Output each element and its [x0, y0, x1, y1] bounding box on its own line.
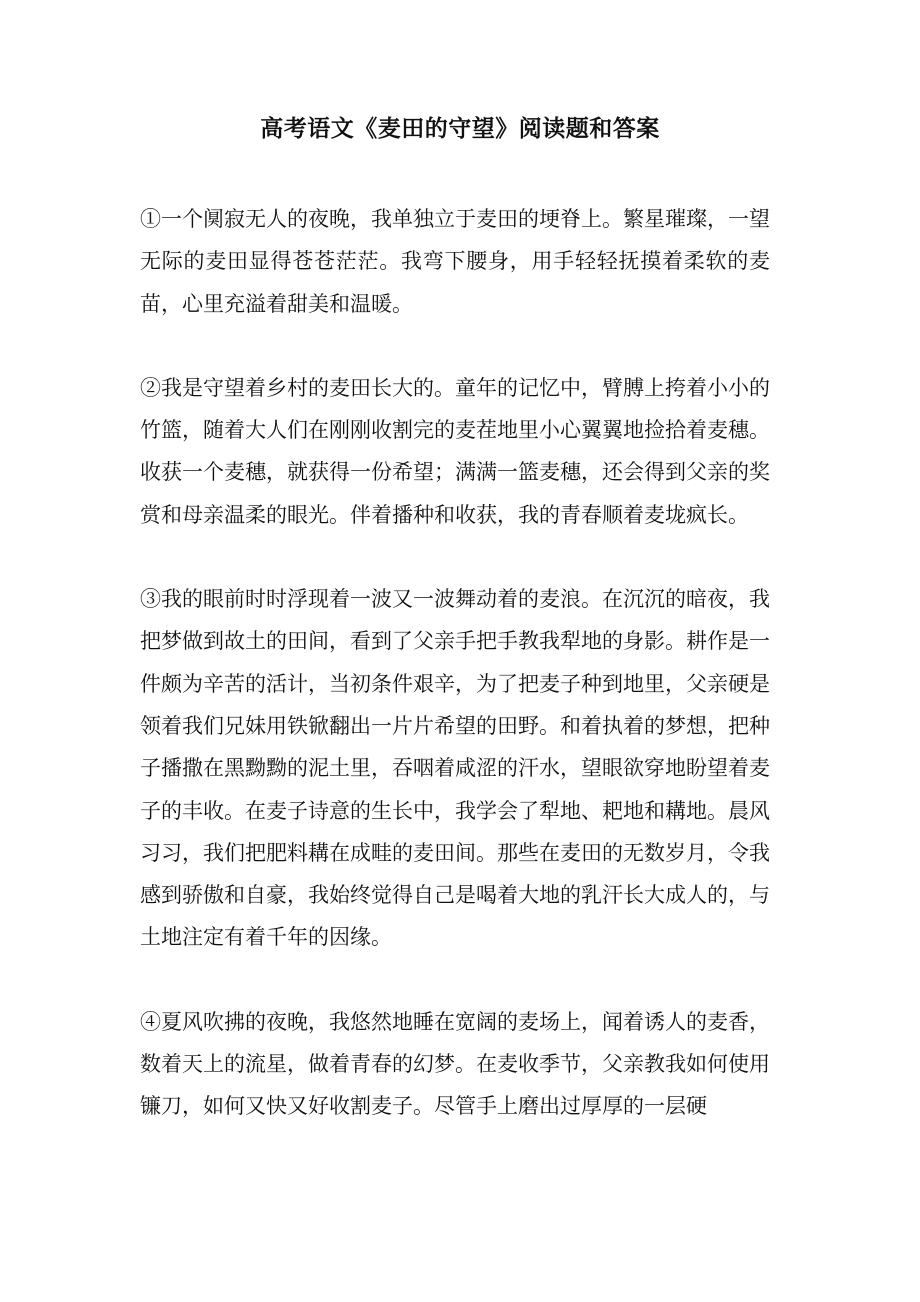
paragraph-3: ③我的眼前时时浮现着一波又一波舞动着的麦浪。在沉沉的暗夜，我把梦做到故土的田间，看到了父亲手把手教我犁地的身影。耕作是一件颇为辛苦的活计，当初条件艰辛，为了把麦子种到地里，父亲硬是领着我们兄妹用铁锨翻出一片片希望的田野。和着执着的梦想，把种子播撒在黑黝黝的泥土里，吞咽着咸涩的汗水，望眼欲穿地盼望着麦子的丰收。在麦子诗意的生长中，我学会了犁地、耙地和耩地。晨风习习，我们把肥料耩在成畦的麦田间。那些在麦田的无数岁月，令我感到骄傲和自豪，我始终觉得自己是喝着大地的乳汗长大成人的，与土地注定有着千年的因缘。	[140, 587, 770, 950]
document-body	[140, 198, 770, 1170]
paragraph-2: ②我是守望着乡村的麦田长大的。童年的记忆中，臂膊上挎着小小的竹篮，随着大人们在刚刚收割完的麦茬地里小心翼翼地捡拾着麦穗。收获一个麦穗，就获得一份希望；满满一篮麦穗，还会得到父亲的奖赏和母亲温柔的眼光。伴着播种和收获，我的青春顺着麦垅疯长。	[140, 375, 770, 527]
paragraph-1: ①一个阒寂无人的夜晚，我单独立于麦田的埂脊上。繁星璀璨，一望无际的麦田显得苍苍茫茫。我弯下腰身，用手轻轻抚摸着柔软的麦苗，心里充溢着甜美和温暖。	[140, 207, 770, 316]
document-title: 高考语文《麦田的守望》阅读题和答案	[260, 115, 660, 142]
paragraph-4: ④夏风吹拂的夜晚，我悠然地睡在宽阔的麦场上，闻着诱人的麦香，数着天上的流星，做着青春的幻梦。在麦收季节，父亲教我如何使用镰刀，如何又快又好收割麦子。尽管手上磨出过厚厚的一层硬	[140, 1009, 770, 1119]
